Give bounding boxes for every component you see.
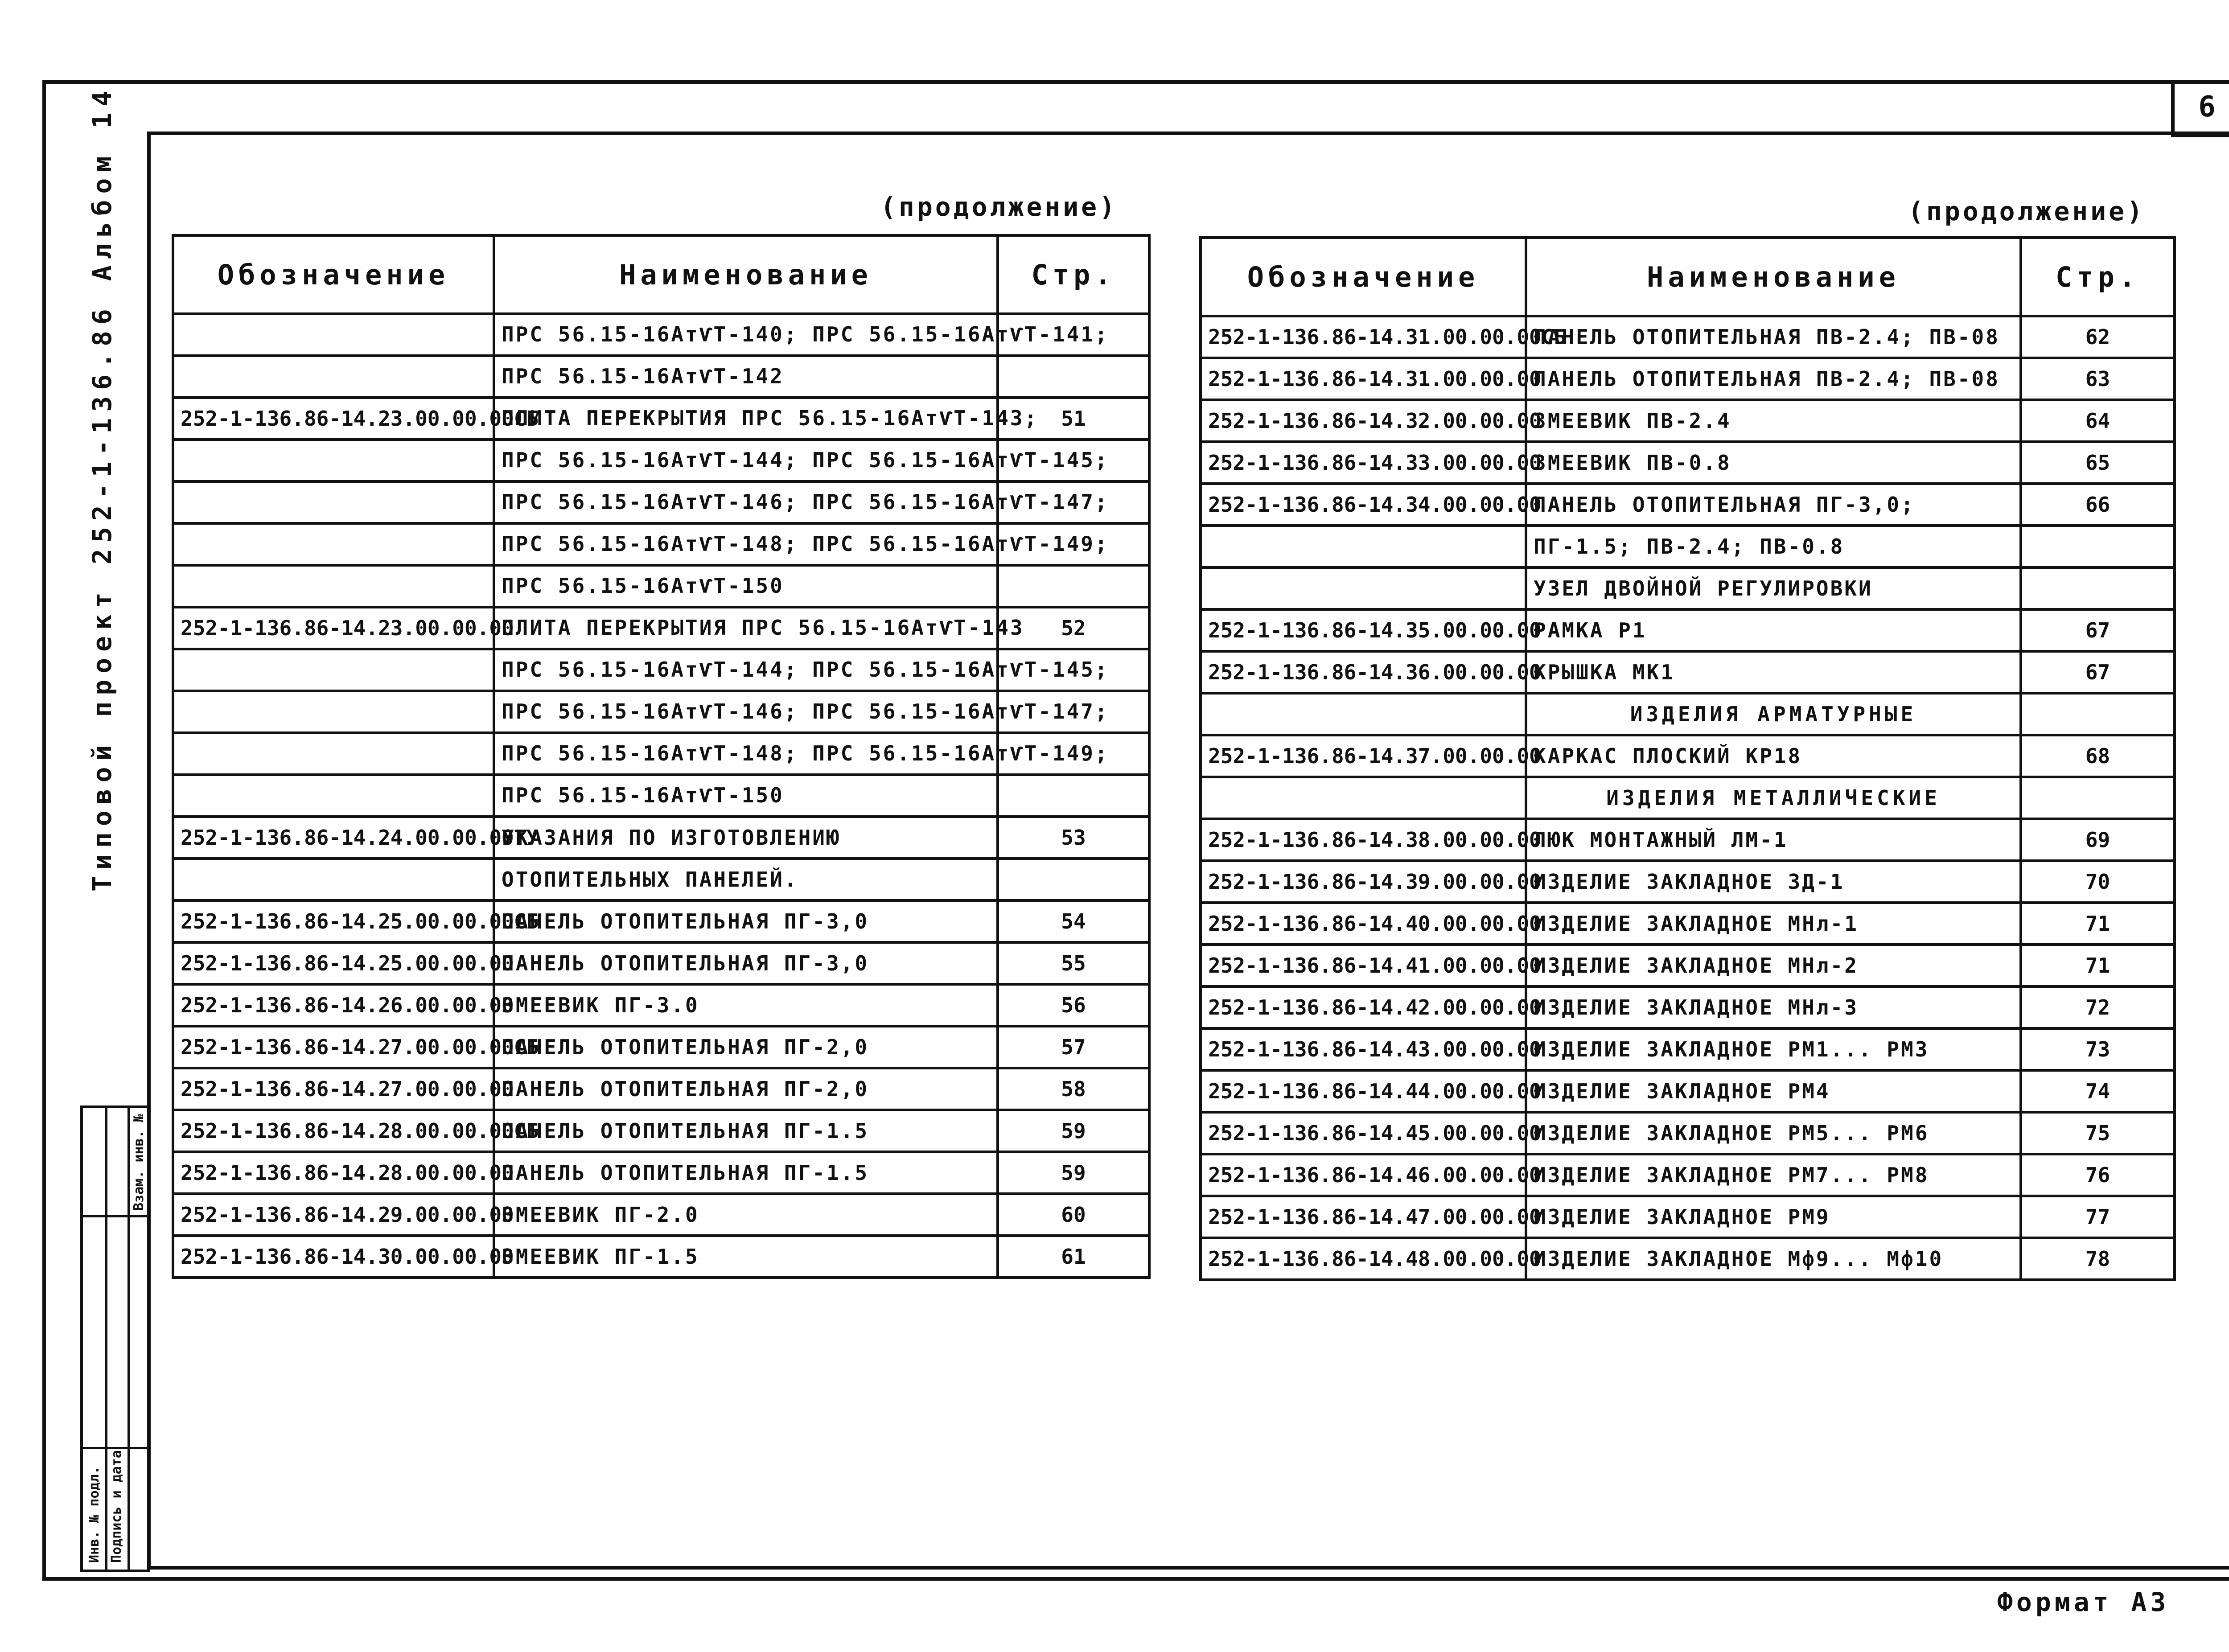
designation-cell — [173, 859, 494, 900]
table-row — [173, 859, 1149, 900]
name-cell: ИЗДЕЛИЕ ЗАКЛАДНОЕ РМ4 — [1526, 1070, 2021, 1112]
table-row — [173, 900, 1149, 942]
page-cell: 57 — [998, 1026, 1149, 1068]
designation-cell: 252-1-136.86-14.28.00.00.00 — [173, 1152, 494, 1194]
designation-cell: 252-1-136.86-14.26.00.00.00 — [173, 984, 494, 1026]
page-cell: 53 — [998, 817, 1149, 859]
designation-cell: 252-1-136.86-14.47.00.00.00 — [1201, 1196, 1526, 1238]
spec-table-right — [1199, 236, 2176, 1281]
header-page: Стр. — [2021, 238, 2175, 316]
header-designation: Обозначение — [1201, 238, 1526, 316]
page-cell: 73 — [2021, 1028, 2175, 1070]
designation-cell — [1201, 567, 1526, 609]
name-cell: ИЗДЕЛИЕ ЗАКЛАДНОЕ РМ5... РМ6 — [1526, 1112, 2021, 1154]
name-cell: ЗМЕЕВИК ПВ-0.8 — [1526, 442, 2021, 484]
page-cell: 64 — [2021, 400, 2175, 442]
sheet-number: 6 — [2171, 80, 2229, 137]
designation-cell: 252-1-136.86-14.33.00.00.00 — [1201, 442, 1526, 484]
table-row — [1201, 819, 2175, 861]
name-cell: ИЗДЕЛИЕ ЗАКЛАДНОЕ РМ1... РМ3 — [1526, 1028, 2021, 1070]
table-row — [173, 440, 1149, 481]
name-cell: ИЗДЕЛИЕ ЗАКЛАДНОЕ ЗД-1 — [1526, 861, 2021, 903]
table-row — [173, 1110, 1149, 1152]
table-row — [173, 356, 1149, 398]
name-cell: ПЛИТА ПЕРЕКРЫТИЯ ПРС 56.15-16АтѴТ-143 — [494, 607, 998, 649]
table-row — [173, 817, 1149, 859]
page-cell: 55 — [998, 942, 1149, 984]
table-row — [1201, 484, 2175, 526]
page-cell: 62 — [2021, 316, 2175, 358]
table-row — [173, 565, 1149, 607]
table-row — [1201, 735, 2175, 777]
designation-cell — [173, 649, 494, 691]
table-row — [1201, 400, 2175, 442]
name-cell: ИЗДЕЛИЕ ЗАКЛАДНОЕ МНл-3 — [1526, 986, 2021, 1028]
designation-cell: 252-1-136.86-14.24.00.00.00ТУ — [173, 817, 494, 859]
table-row — [173, 984, 1149, 1026]
designation-cell: 252-1-136.86-14.30.00.00.00 — [173, 1236, 494, 1278]
designation-cell: 252-1-136.86-14.27.00.00.00СБ — [173, 1026, 494, 1068]
table-row — [173, 733, 1149, 775]
page-cell: 58 — [998, 1068, 1149, 1110]
designation-cell — [1201, 526, 1526, 567]
name-cell: ПАНЕЛЬ ОТОПИТЕЛЬНАЯ ПГ-3,0 — [494, 942, 998, 984]
table-row — [1201, 777, 2175, 819]
designation-cell: 252-1-136.86-14.23.00.00.00СБ — [173, 398, 494, 440]
designation-cell: 252-1-136.86-14.42.00.00.00 — [1201, 986, 1526, 1028]
table-row — [1201, 1070, 2175, 1112]
name-cell: ПАНЕЛЬ ОТОПИТЕЛЬНАЯ ПВ-2.4; ПВ-08 — [1526, 358, 2021, 400]
table-row — [1201, 442, 2175, 484]
page-cell: 75 — [2021, 1112, 2175, 1154]
designation-cell: 252-1-136.86-14.27.00.00.00 — [173, 1068, 494, 1110]
designation-cell: 252-1-136.86-14.25.00.00.00СБ — [173, 900, 494, 942]
table-row — [173, 398, 1149, 440]
designation-cell — [173, 775, 494, 817]
page-cell: 52 — [998, 607, 1149, 649]
name-cell: ПРС 56.15-16АтѴТ-146; ПРС 56.15-16АтѴТ-147; — [494, 691, 998, 733]
designation-cell: 252-1-136.86-14.41.00.00.00 — [1201, 945, 1526, 986]
designation-cell: 252-1-136.86-14.43.00.00.00 — [1201, 1028, 1526, 1070]
approval-stamp — [80, 1105, 150, 1572]
page-cell: 78 — [2021, 1238, 2175, 1280]
name-cell: ПАНЕЛЬ ОТОПИТЕЛЬНАЯ ПГ-2,0 — [494, 1026, 998, 1068]
name-cell: ЗМЕЕВИК ПГ-2.0 — [494, 1194, 998, 1236]
name-cell: ИЗДЕЛИЕ ЗАКЛАДНОЕ МНл-2 — [1526, 945, 2021, 986]
designation-cell: 252-1-136.86-14.44.00.00.00 — [1201, 1070, 1526, 1112]
table-row — [1201, 1238, 2175, 1280]
designation-cell: 252-1-136.86-14.48.00.00.00 — [1201, 1238, 1526, 1280]
page-cell: 66 — [2021, 484, 2175, 526]
page-cell: 65 — [2021, 442, 2175, 484]
page-cell: 71 — [2021, 945, 2175, 986]
name-cell: ПАНЕЛЬ ОТОПИТЕЛЬНАЯ ПГ-3,0; — [1526, 484, 2021, 526]
name-cell: РАМКА Р1 — [1526, 609, 2021, 651]
page-cell: 56 — [998, 984, 1149, 1026]
table-row — [173, 523, 1149, 565]
name-cell: ИЗДЕЛИЕ ЗАКЛАДНОЕ МНл-1 — [1526, 903, 2021, 945]
name-cell: ЗМЕЕВИК ПГ-1.5 — [494, 1236, 998, 1278]
page-cell: 69 — [2021, 819, 2175, 861]
name-cell: ИЗДЕЛИЕ ЗАКЛАДНОЕ РМ7... РМ8 — [1526, 1154, 2021, 1196]
designation-cell: 252-1-136.86-14.35.00.00.00 — [1201, 609, 1526, 651]
designation-cell: 252-1-136.86-14.46.00.00.00 — [1201, 1154, 1526, 1196]
name-cell: КРЫШКА МК1 — [1526, 651, 2021, 693]
header-page: Стр. — [998, 235, 1149, 314]
table-row — [173, 691, 1149, 733]
table-row — [173, 1026, 1149, 1068]
designation-cell — [173, 481, 494, 523]
name-cell: УЗЕЛ ДВОЙНОЙ РЕГУЛИРОВКИ — [1526, 567, 2021, 609]
table-row — [173, 1194, 1149, 1236]
stamp-replace-label: Взам. инв. № — [131, 1114, 147, 1211]
page-cell — [2021, 777, 2175, 819]
page-cell: 74 — [2021, 1070, 2175, 1112]
table-row — [1201, 651, 2175, 693]
designation-cell: 252-1-136.86-14.39.00.00.00 — [1201, 861, 1526, 903]
name-cell: ЛЮК МОНТАЖНЫЙ ЛМ-1 — [1526, 819, 2021, 861]
name-cell: ПРС 56.15-16АтѴТ-140; ПРС 56.15-16АтѴТ-141; — [494, 314, 998, 356]
table-row — [173, 481, 1149, 523]
header-name: Наименование — [1526, 238, 2021, 316]
designation-cell: 252-1-136.86-14.28.00.00.00СБ — [173, 1110, 494, 1152]
name-cell: ПАНЕЛЬ ОТОПИТЕЛЬНАЯ ПГ-1.5 — [494, 1152, 998, 1194]
table-row — [1201, 903, 2175, 945]
name-cell: ПЛИТА ПЕРЕКРЫТИЯ ПРС 56.15-16АтѴТ-143; — [494, 398, 998, 440]
designation-cell: 252-1-136.86-14.29.00.00.00 — [173, 1194, 494, 1236]
designation-cell — [173, 565, 494, 607]
designation-cell — [173, 356, 494, 398]
page-cell: 76 — [2021, 1154, 2175, 1196]
page-cell: 54 — [998, 900, 1149, 942]
designation-cell: 252-1-136.86-14.45.00.00.00 — [1201, 1112, 1526, 1154]
name-cell: ПРС 56.15-16АтѴТ-148; ПРС 56.15-16АтѴТ-149; — [494, 523, 998, 565]
continuation-label-left: (продолжение) — [880, 192, 1118, 222]
table-row — [173, 649, 1149, 691]
table-row — [1201, 358, 2175, 400]
name-cell: ПРС 56.15-16АтѴТ-146; ПРС 56.15-16АтѴТ-147; — [494, 481, 998, 523]
page-cell: 71 — [2021, 903, 2175, 945]
name-cell: ИЗДЕЛИЯ АРМАТУРНЫЕ — [1526, 693, 2021, 735]
table-row — [1201, 1028, 2175, 1070]
name-cell: УКАЗАНИЯ ПО ИЗГОТОВЛЕНИЮ — [494, 817, 998, 859]
name-cell: ПРС 56.15-16АтѴТ-144; ПРС 56.15-16АтѴТ-145; — [494, 440, 998, 481]
name-cell: ПАНЕЛЬ ОТОПИТЕЛЬНАЯ ПГ-1.5 — [494, 1110, 998, 1152]
name-cell: ПРС 56.15-16АтѴТ-142 — [494, 356, 998, 398]
continuation-label-right: (продолжение) — [1908, 196, 2145, 226]
table-row — [173, 1236, 1149, 1278]
page-cell: 67 — [2021, 651, 2175, 693]
name-cell: ПРС 56.15-16АтѴТ-150 — [494, 565, 998, 607]
format-label: Формат А3 — [1997, 1587, 2170, 1617]
table-row — [173, 942, 1149, 984]
table-row — [1201, 986, 2175, 1028]
table-row — [173, 314, 1149, 356]
table-row — [173, 1152, 1149, 1194]
designation-cell: 252-1-136.86-14.37.00.00.00 — [1201, 735, 1526, 777]
designation-cell: 252-1-136.86-14.32.00.00.00 — [1201, 400, 1526, 442]
page-cell — [2021, 526, 2175, 567]
name-cell: ПАНЕЛЬ ОТОПИТЕЛЬНАЯ ПГ-2,0 — [494, 1068, 998, 1110]
page-cell — [998, 859, 1149, 900]
name-cell: ПРС 56.15-16АтѴТ-150 — [494, 775, 998, 817]
page-cell — [998, 356, 1149, 398]
designation-cell: 252-1-136.86-14.38.00.00.00 — [1201, 819, 1526, 861]
designation-cell — [173, 440, 494, 481]
table-row — [1201, 567, 2175, 609]
page-cell: 61 — [998, 1236, 1149, 1278]
name-cell: ИЗДЕЛИЕ ЗАКЛАДНОЕ РМ9 — [1526, 1196, 2021, 1238]
stamp-signature-label: Подпись и дата — [109, 1450, 124, 1563]
spec-table-left — [172, 234, 1151, 1279]
table-row — [1201, 693, 2175, 735]
name-cell: ИЗДЕЛИЕ ЗАКЛАДНОЕ Мф9... Мф10 — [1526, 1238, 2021, 1280]
designation-cell: 252-1-136.86-14.25.00.00.00 — [173, 942, 494, 984]
page-cell: 59 — [998, 1152, 1149, 1194]
page-cell: 70 — [2021, 861, 2175, 903]
page-cell: 59 — [998, 1110, 1149, 1152]
designation-cell — [1201, 777, 1526, 819]
page-cell — [998, 565, 1149, 607]
designation-cell — [173, 733, 494, 775]
designation-cell: 252-1-136.86-14.23.00.00.00 — [173, 607, 494, 649]
page-cell: 67 — [2021, 609, 2175, 651]
table-row — [1201, 1196, 2175, 1238]
table-row — [173, 775, 1149, 817]
designation-cell: 252-1-136.86-14.40.00.00.00 — [1201, 903, 1526, 945]
designation-cell: 252-1-136.86-14.31.00.00.00 — [1201, 358, 1526, 400]
name-cell: ОТОПИТЕЛЬНЫХ ПАНЕЛЕЙ. — [494, 859, 998, 900]
page-cell — [2021, 567, 2175, 609]
name-cell: ЗМЕЕВИК ПГ-3.0 — [494, 984, 998, 1026]
table-header — [1201, 238, 2175, 316]
table-row — [173, 1068, 1149, 1110]
table-row — [1201, 945, 2175, 986]
designation-cell — [173, 314, 494, 356]
designation-cell: 252-1-136.86-14.36.00.00.00 — [1201, 651, 1526, 693]
table-row — [1201, 1154, 2175, 1196]
page-cell: 63 — [2021, 358, 2175, 400]
designation-cell — [1201, 693, 1526, 735]
stamp-inv-label: Инв. № подл. — [86, 1466, 102, 1563]
name-cell: ПАНЕЛЬ ОТОПИТЕЛЬНАЯ ПВ-2.4; ПВ-08 — [1526, 316, 2021, 358]
table-row — [1201, 861, 2175, 903]
name-cell: ПРС 56.15-16АтѴТ-144; ПРС 56.15-16АтѴТ-145; — [494, 649, 998, 691]
page-cell: 68 — [2021, 735, 2175, 777]
table-row — [1201, 1112, 2175, 1154]
table-row — [173, 607, 1149, 649]
name-cell: КАРКАС ПЛОСКИЙ КР18 — [1526, 735, 2021, 777]
page-cell — [998, 775, 1149, 817]
page-cell: 72 — [2021, 986, 2175, 1028]
table-header — [173, 235, 1149, 314]
header-name: Наименование — [494, 235, 998, 314]
table-row — [1201, 609, 2175, 651]
header-designation: Обозначение — [173, 235, 494, 314]
designation-cell: 252-1-136.86-14.31.00.00.00СБ — [1201, 316, 1526, 358]
page-cell: 60 — [998, 1194, 1149, 1236]
page-cell: 51 — [998, 398, 1149, 440]
side-title: Типовой проект 252-1-136.86 Альбом 14 — [87, 84, 117, 892]
name-cell: ПРС 56.15-16АтѴТ-148; ПРС 56.15-16АтѴТ-149; — [494, 733, 998, 775]
page-cell — [2021, 693, 2175, 735]
designation-cell: 252-1-136.86-14.34.00.00.00 — [1201, 484, 1526, 526]
page-cell: 77 — [2021, 1196, 2175, 1238]
table-row — [1201, 316, 2175, 358]
designation-cell — [173, 523, 494, 565]
name-cell: ПАНЕЛЬ ОТОПИТЕЛЬНАЯ ПГ-3,0 — [494, 900, 998, 942]
designation-cell — [173, 691, 494, 733]
name-cell: ПГ-1.5; ПВ-2.4; ПВ-0.8 — [1526, 526, 2021, 567]
name-cell: ИЗДЕЛИЯ МЕТАЛЛИЧЕСКИЕ — [1526, 777, 2021, 819]
table-row — [1201, 526, 2175, 567]
name-cell: ЗМЕЕВИК ПВ-2.4 — [1526, 400, 2021, 442]
